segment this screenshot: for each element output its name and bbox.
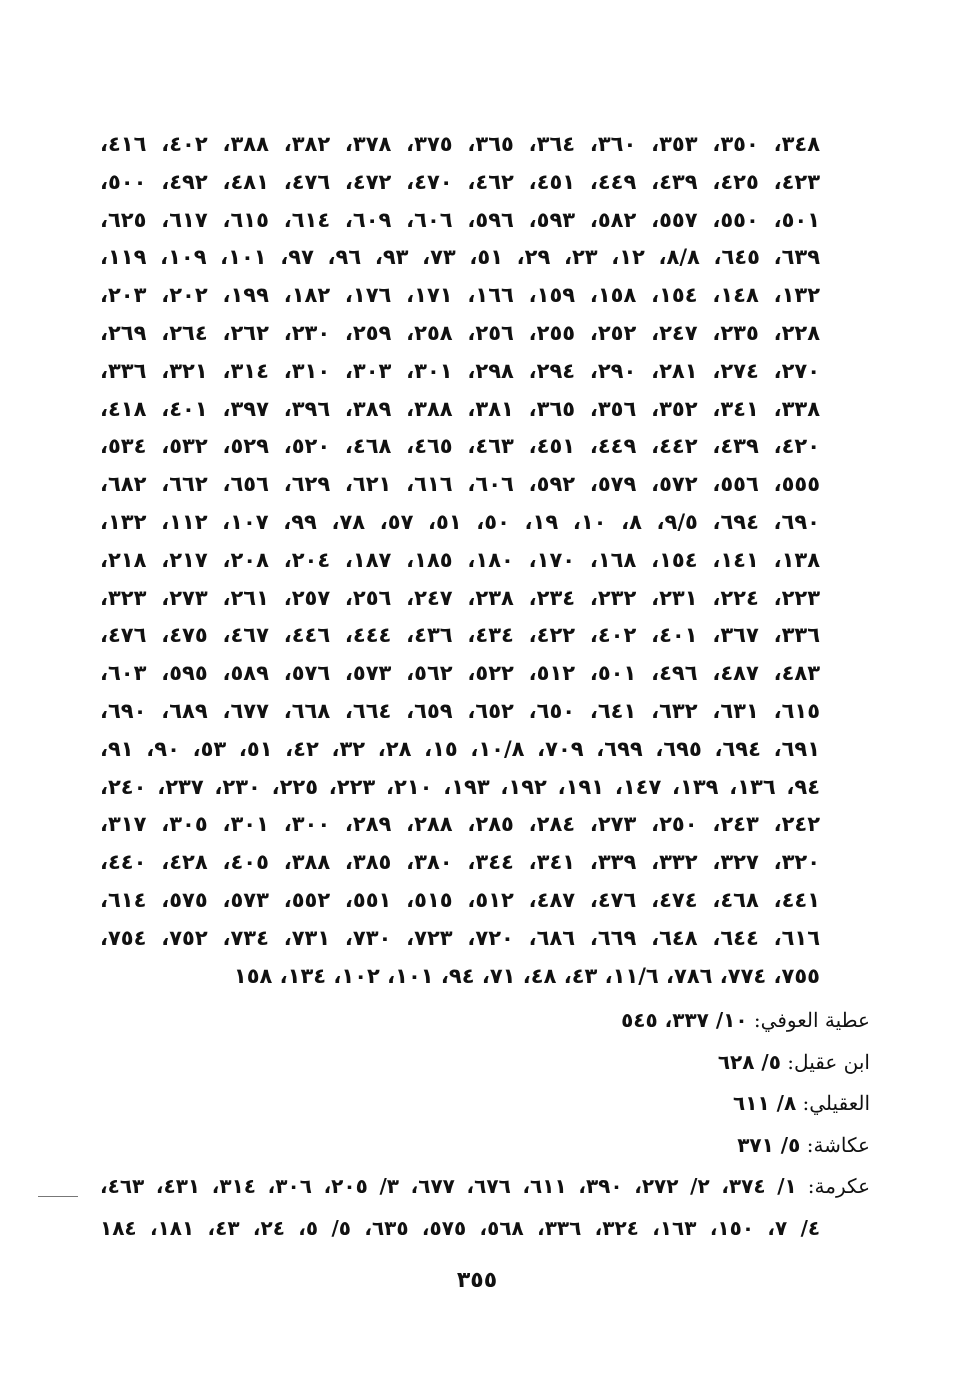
index-line: ٦١٥، ٦٣١، ٦٣٢، ٦٤١، ٦٥٠، ٦٥٢، ٦٥٩، ٦٦٤، ٦٦٨، ٦٧٧، ٦٨٩، ٦٩٠،	[100, 698, 821, 723]
index-entry-ukkasha	[100, 1125, 870, 1167]
index-line: ٥٥٥، ٥٥٦، ٥٧٢، ٥٧٩، ٥٩٢، ٦٠٦، ٦١٦، ٦٢١، ٦٢٩، ٦٥٦، ٦٦٢، ٦٨٢،	[100, 472, 821, 497]
index-entry-ibn-aqil	[100, 1042, 870, 1084]
entry-refs: ٥/ ٣٧١	[737, 1132, 801, 1157]
index-line: ٤٨٣، ٤٨٧، ٤٩٦، ٥٠١، ٥١٢، ٥٢٢، ٥٦٢، ٥٧٣، ٥٧٦، ٥٨٩، ٥٩٥، ٦٠٣،	[100, 661, 821, 686]
entry-refs: ٨/ ٦١١	[733, 1091, 797, 1115]
entry-refs: ١/ ٣٧٤، ٢/ ٢٧٢، ٣٩٠، ٦١١، ٦٧٦، ٦٧٧، ٣/ ٢٠٥، ٣٠٦، ٣١٤، ٤٣١، ٤٦٣،	[100, 1174, 797, 1198]
entry-name: عكرمة:	[796, 1174, 870, 1198]
entry-name: عكاشة:	[800, 1132, 870, 1157]
index-line: ٣٢٠، ٣٢٧، ٣٣٢، ٣٣٩، ٣٤١، ٣٤٤، ٣٨٠، ٣٨٥، ٣٨٨، ٤٠٥، ٤٢٨، ٤٤٠،	[100, 850, 821, 875]
index-line: ٢٤٢، ٢٤٣، ٢٥٠، ٢٧٣، ٢٨٤، ٢٨٥، ٢٨٨، ٢٨٩، ٣٠٠، ٣٠١، ٣٠٥، ٣١٧،	[100, 812, 821, 837]
name-entries-block	[100, 1000, 870, 1249]
index-references-block	[100, 126, 820, 995]
entry-refs: ١٠/ ٣٣٧، ٥٤٥	[621, 1008, 748, 1032]
entry-refs: ٥/ ٦٢٨	[717, 1049, 781, 1074]
index-line: ٦٩١، ٦٩٤، ٦٩٥، ٦٩٩، ٧٠٩، ١٠/٨، ١٥، ٢٨، ٣٢، ٤٢، ٥١، ٥٣، ٩٠، ٩١،	[100, 736, 821, 761]
index-line: ٣٣٨، ٣٤١، ٣٥٢، ٣٥٦، ٣٦٥، ٣٨١، ٣٨٨، ٣٨٩، ٣٩٦، ٣٩٧، ٤٠١، ٤١٨،	[100, 396, 821, 421]
index-line: ٦٣٩، ٦٤٥، ٨/٨، ١٢، ٢٣، ٢٩، ٥١، ٧٣، ٩٣، ٩٦، ٩٧، ١٠١، ١٠٩، ١١٩،	[100, 245, 821, 270]
index-line: ٦١٦، ٦٤٤، ٦٤٨، ٦٦٩، ٦٨٦، ٧٢٠، ٧٢٣، ٧٣٠، ٧٣١، ٧٣٤، ٧٥٢، ٧٥٤،	[100, 925, 821, 950]
entry-name: عطية العوفي:	[747, 1008, 870, 1032]
index-line: ٩٤، ١٣٦، ١٣٩، ١٤٧، ١٩١، ١٩٢، ١٩٣، ٢١٠، ٢٢٣، ٢٢٥، ٢٣٠، ٢٣٧، ٢٤٠،	[100, 774, 821, 799]
index-line: ٤٤١، ٤٦٨، ٤٧٤، ٤٧٦، ٤٨٧، ٥١٢، ٥١٥، ٥٥١، ٥٥٢، ٥٧٣، ٥٧٥، ٦١٤،	[100, 887, 821, 912]
index-entry-ikrima-continued	[100, 1208, 870, 1250]
entry-name: العقيلي:	[796, 1091, 870, 1115]
index-entry-atiyya-al-awfi	[100, 1000, 870, 1042]
index-entry-ikrima	[100, 1166, 870, 1208]
index-entry-al-uqayli	[100, 1083, 870, 1125]
index-line: ٢٢٣، ٢٢٤، ٢٣١، ٢٣٢، ٢٣٤، ٢٣٨، ٢٤٧، ٢٥٦، ٢٥٧، ٢٦١، ٢٧٣، ٣٢٣،	[100, 585, 821, 610]
index-line: ١٣٨، ١٤١، ١٥٤، ١٦٨، ١٧٠، ١٨٠، ١٨٥، ١٨٧، ٢٠٤، ٢٠٨، ٢١٧، ٢١٨،	[100, 547, 821, 572]
index-line: ٣٤٨، ٣٥٠، ٣٥٣، ٣٦٠، ٣٦٤، ٣٦٥، ٣٧٥، ٣٧٨، ٣٨٢، ٣٨٨، ٤٠٢، ٤١٦،	[100, 132, 821, 156]
index-line: ٢٧٠، ٢٧٤، ٢٨١، ٢٩٠، ٢٩٤، ٢٩٨، ٣٠١، ٣٠٣، ٣١٠، ٣١٤، ٣٢١، ٣٣٦،	[100, 358, 821, 383]
index-line: ١٣٢، ١٤٨، ١٥٤، ١٥٨، ١٥٩، ١٦٦، ١٧١، ١٧٦، ١٨٢، ١٩٩، ٢٠٢، ٢٠٣،	[100, 283, 821, 308]
entry-name: ابن عقيل:	[780, 1049, 870, 1074]
index-line: ٤٢٠، ٤٣٩، ٤٤٢، ٤٤٩، ٤٥١، ٤٦٣، ٤٦٥، ٤٦٨، ٥٢٠، ٥٢٩، ٥٣٢، ٥٣٤،	[100, 434, 821, 459]
page-number: ٣٥٥	[456, 1268, 498, 1293]
margin-line	[38, 1196, 78, 1197]
index-line-last: ٧٥٥، ٧٧٤، ٧٨٦، ١١/٦، ٤٣، ٤٨، ٧١، ٩٤، ١٠١، ١٠٢، ١٣٤، ١٥٨	[233, 963, 820, 988]
index-line: ٤٢٣، ٤٢٥، ٤٣٩، ٤٤٩، ٤٥١، ٤٦٢، ٤٧٠، ٤٧٢، ٤٧٦، ٤٨١، ٤٩٢، ٥٠٠،	[100, 169, 821, 194]
index-line: ٥٠١، ٥٥٠، ٥٥٧، ٥٨٢، ٥٩٣، ٥٩٦، ٦٠٦، ٦٠٩، ٦١٤، ٦١٥، ٦١٧، ٦٢٥،	[100, 207, 821, 232]
entry-refs: ٤/ ٧، ١٥٠، ١٦٣، ٣٢٤، ٣٣٦، ٥٦٨، ٥٧٥، ٦٣٥، ٥/ ٥، ٢٤، ٤٣، ١٨١، ١٨٤	[100, 1215, 821, 1240]
index-line: ٢٢٨، ٢٣٥، ٢٤٧، ٢٥٢، ٢٥٥، ٢٥٦، ٢٥٨، ٢٥٩، ٢٣٠، ٢٦٢، ٢٦٤، ٢٦٩،	[100, 320, 821, 345]
index-line: ٦٩٠، ٦٩٤، ٩/٥، ٨، ١٠، ١٩، ٥٠، ٥١، ٥٧، ٧٨، ٩٩، ١٠٧، ١١٢، ١٣٢،	[100, 509, 820, 534]
index-line: ٣٣٦، ٣٦٧، ٤٠١، ٤٠٢، ٤٢٢، ٤٣٤، ٤٣٦، ٤٤٤، ٤٤٦، ٤٦٧، ٤٧٥، ٤٧٦،	[100, 623, 821, 648]
